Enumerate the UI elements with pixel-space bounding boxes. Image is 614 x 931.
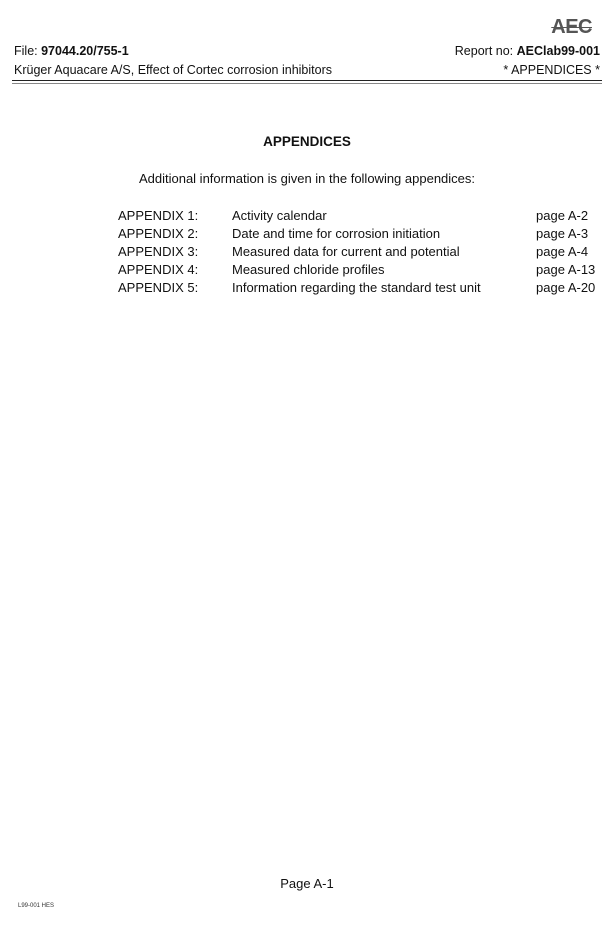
header-row-file-report [14, 44, 600, 58]
appendix-list [118, 206, 602, 296]
appendix-number: APPENDIX 5: [118, 279, 199, 295]
appendix-number: APPENDIX 1: [118, 207, 199, 223]
file-info: File: 97044.20/755-1 [14, 44, 129, 58]
appendix-number: APPENDIX 4: [118, 261, 199, 277]
intro-text: Additional information is given in the following appendices: [138, 171, 476, 186]
header-divider [12, 80, 602, 81]
appendix-page: page A-20 [536, 279, 596, 295]
header-row-subtitle [14, 63, 600, 77]
section-label: * APPENDICES * [503, 63, 600, 77]
document-code: L99-001 HES [18, 903, 55, 909]
report-info: Report no: AEClab99-001 [454, 44, 600, 58]
appendix-page: page A-13 [536, 261, 596, 277]
file-number: 97044.20/755-1 [41, 44, 129, 58]
appendix-description: Date and time for corrosion initiation [232, 225, 441, 241]
appendix-row [118, 242, 602, 260]
report-number: AEClab99-001 [516, 44, 600, 58]
page-number: Page A-1 [280, 876, 334, 891]
appendix-page: page A-2 [536, 207, 589, 223]
aec-logo: AEC [551, 16, 592, 38]
appendix-page: page A-3 [536, 225, 589, 241]
appendix-description: Activity calendar [232, 207, 327, 223]
appendix-page: page A-4 [536, 243, 589, 259]
appendix-description: Measured chloride profiles [232, 261, 385, 277]
appendix-number: APPENDIX 3: [118, 243, 199, 259]
appendix-row [118, 278, 602, 296]
appendix-number: APPENDIX 2: [118, 225, 199, 241]
appendix-row [118, 260, 602, 278]
page-title: APPENDICES [263, 134, 351, 149]
appendix-row [118, 206, 602, 224]
appendix-row [118, 224, 602, 242]
appendix-description: Measured data for current and potential [232, 243, 460, 259]
appendix-description: Information regarding the standard test unit [232, 279, 481, 295]
header-divider-thin [12, 83, 602, 84]
document-subtitle: Krüger Aquacare A/S, Effect of Cortec corrosion inhibitors [14, 63, 332, 77]
